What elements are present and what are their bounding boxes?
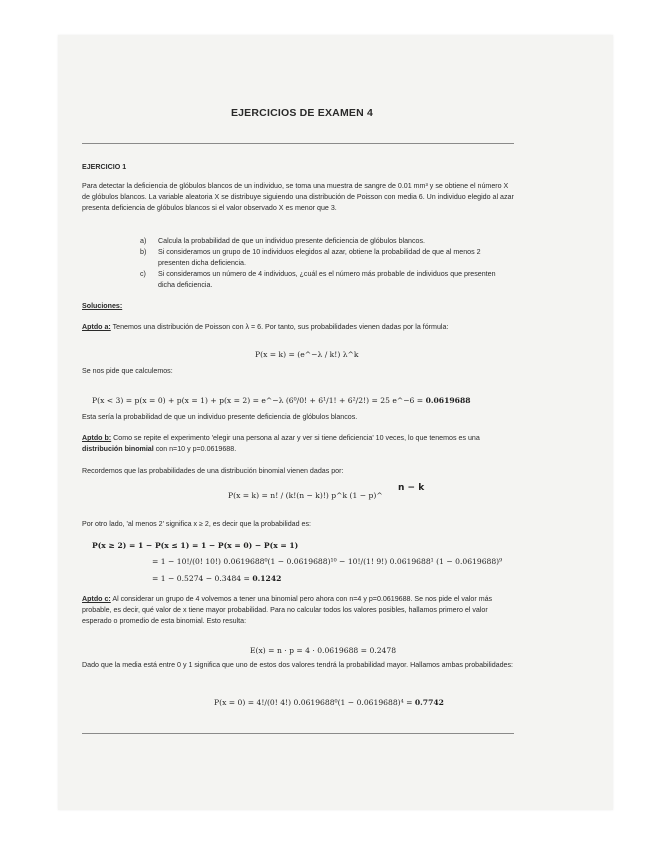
part-a-conclusion: Esta sería la probabilidad de que un individuo presente deficiencia de glóbulos blancos. [82,413,358,421]
part-b-label: Aptdo b: [82,434,112,442]
part-b-equation-line-3-body: = 1 − 0.5274 − 0.3484 = [152,574,253,583]
part-c-equation-body: P(x = 0) = 4!/(0! 4!) 0.0619688⁰(1 − 0.0619688)⁴ = [214,698,415,707]
footer-divider [82,733,514,734]
binomial-formula: P(x = k) = n! / (k!(n − k)!) p^k (1 − p)^ [228,491,383,500]
exercise-heading: EJERCICIO 1 [82,163,127,171]
part-b-result: 0.1242 [252,574,282,583]
list-item [140,247,510,269]
part-c-text: Al considerar un grupo de 4 volvemos a tener una binomial pero ahora con n=4 y p=0.0619688. Se nos pide el valor más probable, es decir, qué valor de x tiene mayor probabilidad. Para no calcular todos los valores posibles, hallamos primero el valor esperado o promedio de esta binomial. Esto resulta: [82,595,493,625]
part-b-text-1: Como se repite el experimento 'elegir una persona al azar y ver si tiene deficiencia' 10 veces, lo que tenemos es una [111,434,480,442]
expectation-formula: E(x) = n · p = 4 · 0.0619688 = 0.2478 [250,646,397,655]
part-a-equation-body: P(x < 3) = p(x = 0) + p(x = 1) + p(x = 2) = e^−λ (6⁰/0! + 6¹/1! + 6²/2!) = 25 e^−6 = [92,396,426,405]
solutions-heading: Soluciones: [82,302,123,310]
list-item [140,269,510,291]
part-b-equation-line-2: = 1 − 10!/(0! 10!) 0.0619688⁰(1 − 0.0619688)¹⁰ − 10!/(1! 9!) 0.0619688¹ (1 − 0.0619688)⁹ [152,557,503,566]
part-b-equation-line-1: P(x ≥ 2) = 1 − P(x ≤ 1) = 1 − P(x = 0) − P(x = 1) [92,541,299,550]
part-b-paragraph [82,433,514,455]
part-a-paragraph [82,322,514,333]
part-b-text-2: con n=10 y p=0.0619688. [153,445,237,453]
page-title: EJERCICIOS DE EXAMEN 4 [230,107,374,119]
list-item-text: Si consideramos un grupo de 10 individuos elegidos al azar, obtiene la probabilidad de que al menos 2 presenten dicha deficiencia. [158,248,481,267]
part-a-label: Aptdo a: [82,323,111,331]
title-divider [82,143,514,144]
list-marker: c) [140,270,146,278]
list-marker: a) [140,237,147,245]
part-b-equation-line-3 [152,573,281,585]
list-item-text: Si consideramos un número de 4 individuos, ¿cuál es el número más probable de individuos que presenten dicha deficiencia. [158,270,496,289]
part-c-result: 0.7742 [414,698,444,707]
part-c-reasoning: Dado que la media está entre 0 y 1 significa que uno de estos dos valores tendrá la probabilidad mayor. Hallamos ambas probabilidades: [82,661,514,669]
part-c-label: Aptdo c: [82,595,111,603]
handwritten-exponent: n − k [398,483,425,493]
list-item-text: Calcula la probabilidad de que un individuo presente deficiencia de glóbulos blancos. [158,237,425,245]
poisson-formula: P(x = k) = (e^−λ / k!) λ^k [255,350,359,359]
part-b-at-least: Por otro lado, 'al menos 2' significa x ≥ 2, es decir que la probabilidad es: [82,520,311,528]
part-c-paragraph [82,594,514,627]
part-b-recall: Recordemos que las probabilidades de una distribución binomial vienen dadas por: [82,467,344,475]
part-a-request: Se nos pide que calculemos: [82,367,173,375]
part-a-equation [92,395,471,407]
list-marker: b) [140,248,147,256]
part-a-text: Tenemos una distribución de Poisson con λ = 6. Por tanto, sus probabilidades vienen dadas por la fórmula: [110,323,449,331]
intro-paragraph: Para detectar la deficiencia de glóbulos blancos de un individuo, se toma una muestra de sangre de 0.01 mm³ y se obtiene el número X de glóbulos blancos. La variable aleatoria X se distribuye siguiendo una distribución de Poisson con media 6. Un individuo elegido al azar presenta deficiencia de glóbulos blancos si el valor observado X es menor que 3. [82,182,514,212]
list-item [140,236,510,247]
question-list [140,236,510,291]
part-b-text-bold: distribución binomial [82,445,154,453]
part-c-equation [214,697,444,709]
part-a-result: 0.0619688 [425,396,471,405]
